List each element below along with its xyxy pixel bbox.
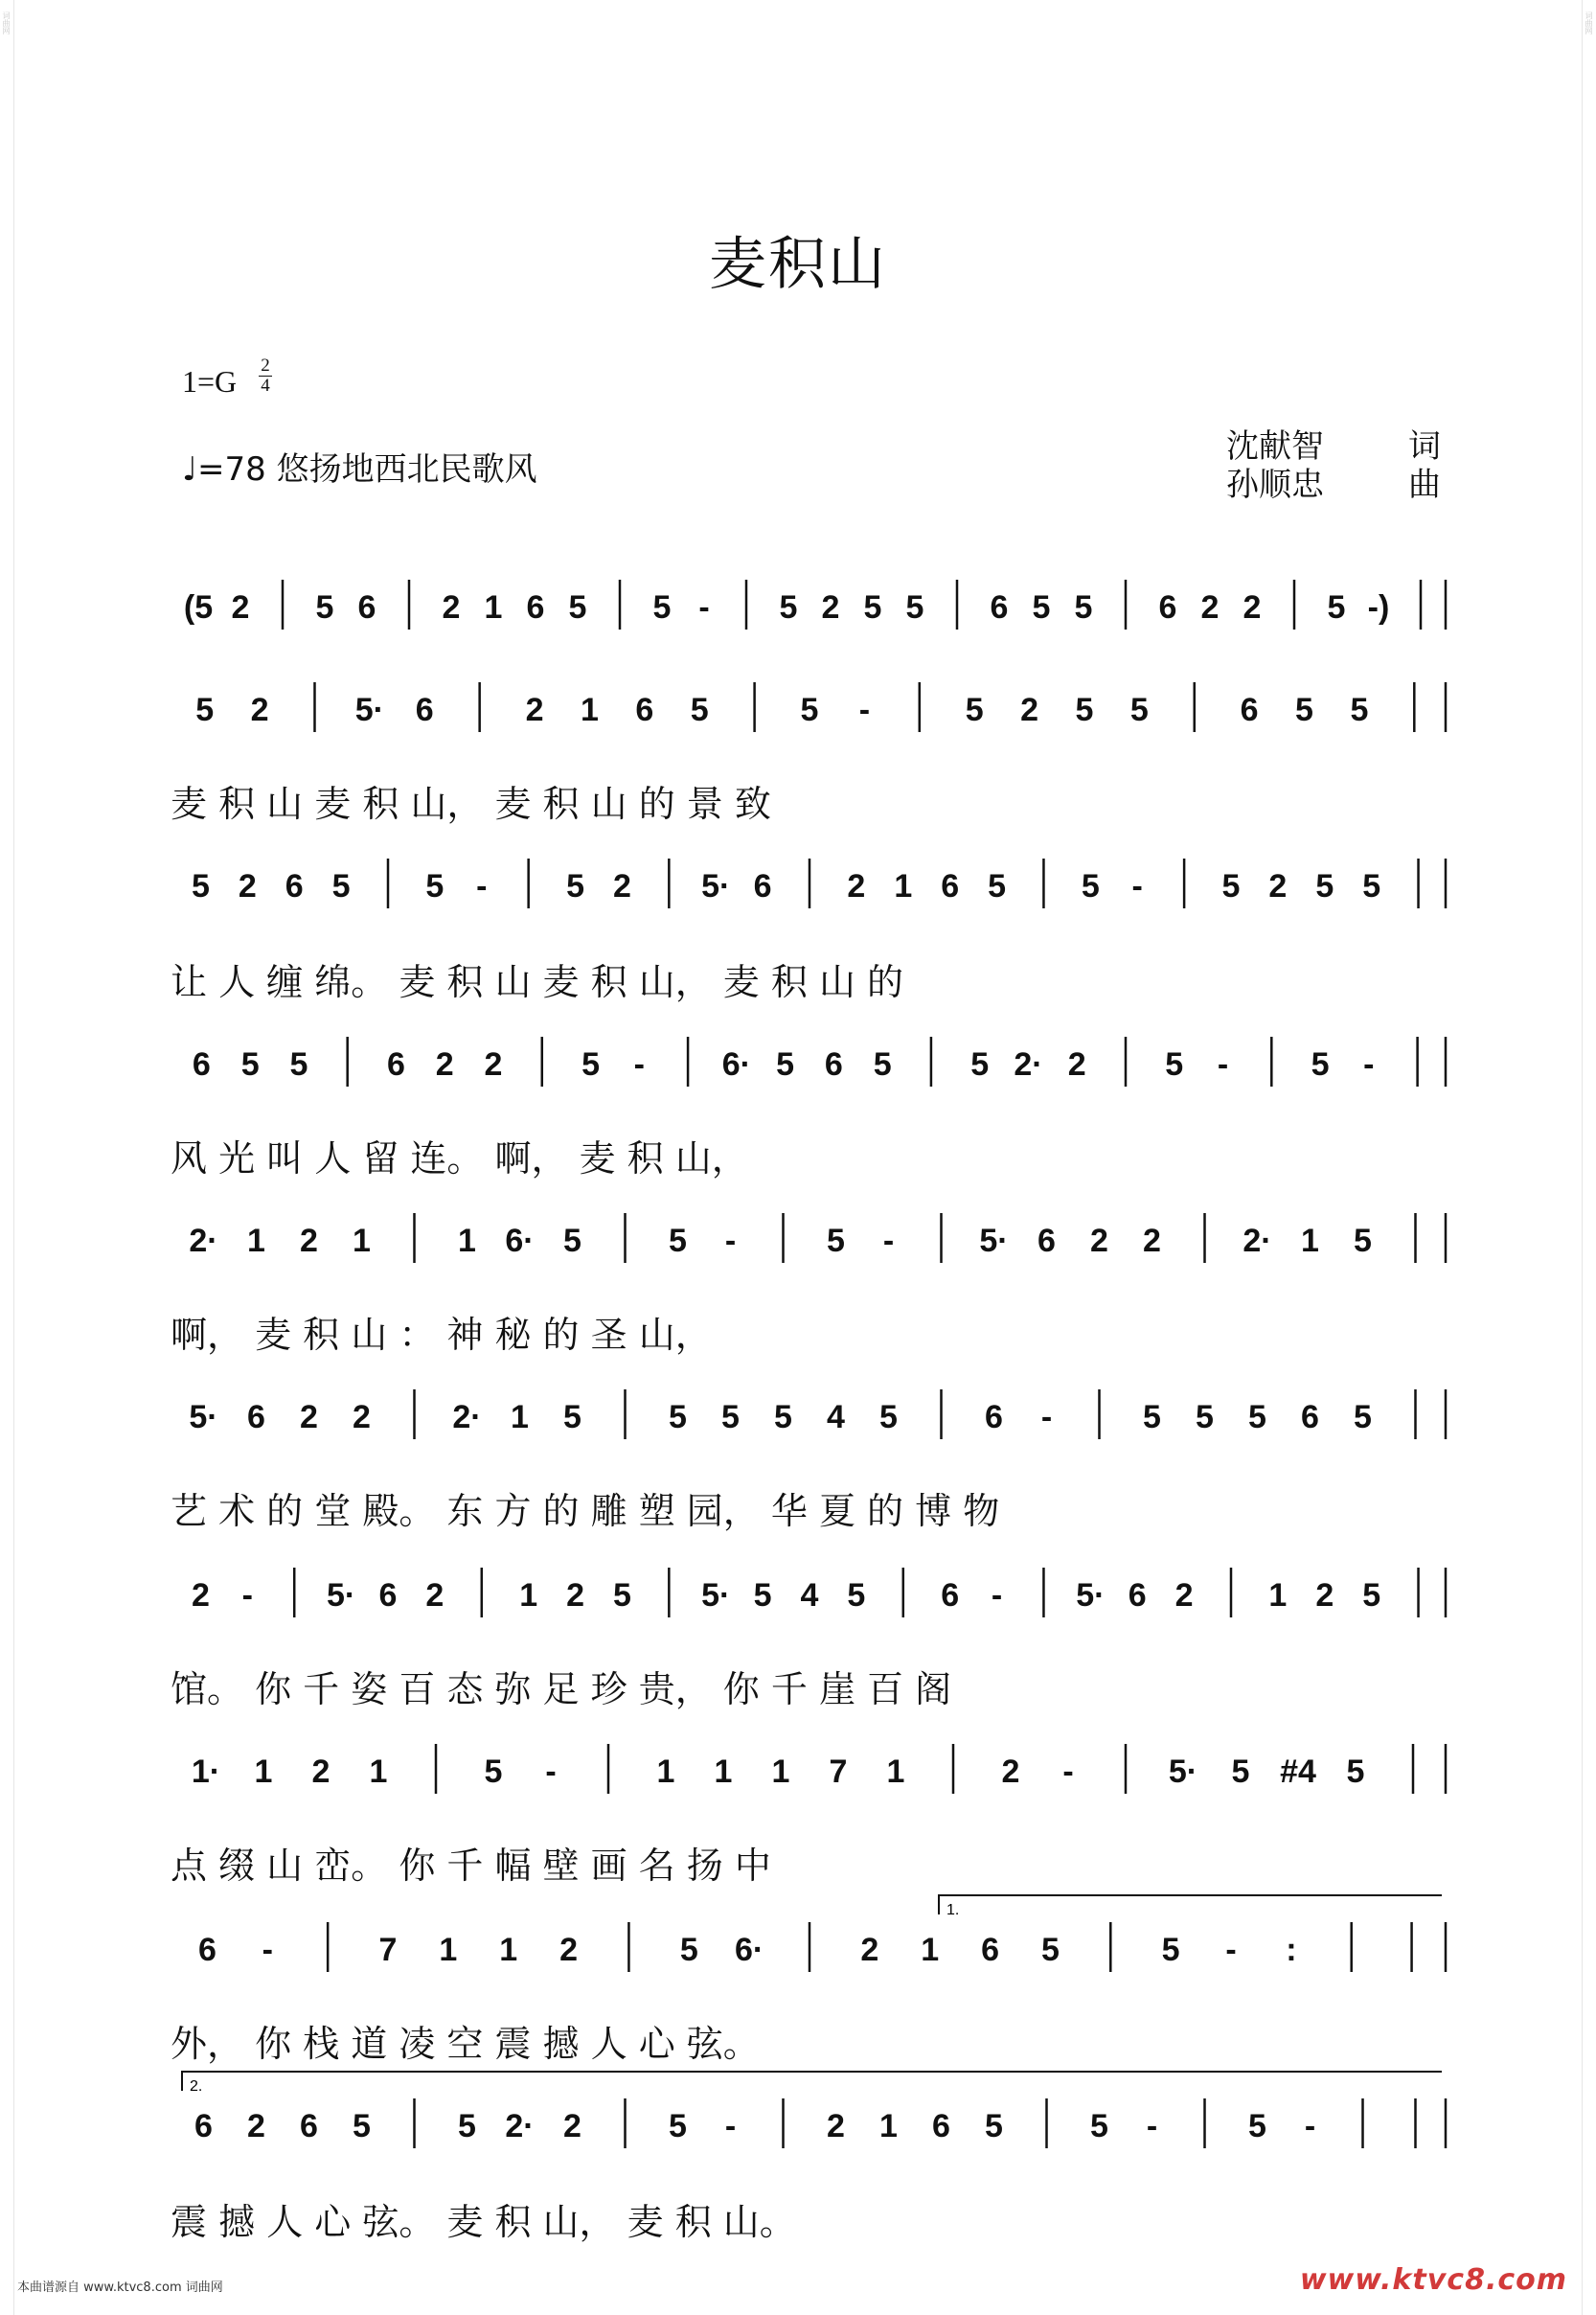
lyric-line-6: 馆。 你 千 姿 百 态 弥 足 珍 贵， 你 千 崖 百 阁 xyxy=(171,1668,952,1710)
note: 5 xyxy=(1075,692,1094,728)
note: 5· xyxy=(701,1577,731,1614)
note: 1 xyxy=(879,2108,898,2144)
note: - xyxy=(724,1223,737,1259)
note: 5 xyxy=(985,2108,1003,2144)
note: 6 xyxy=(1240,692,1259,728)
note: 1 xyxy=(771,1753,790,1790)
lyric-line-4: 啊， 麦 积 山 ： 神 秘 的 圣 山， xyxy=(171,1314,712,1356)
lyric-line-3: 风 光 叫 人 留 连。 啊， 麦 积 山， xyxy=(171,1137,748,1180)
note: 5 xyxy=(1165,1046,1184,1083)
note: 2· xyxy=(1014,1046,1043,1083)
lyric-line-5: 艺 术 的 堂 殿。 东 方 的 雕 塑 园， 华 夏 的 博 物 xyxy=(171,1490,1000,1532)
note: 5 xyxy=(1315,868,1334,905)
note: 1 xyxy=(458,1223,476,1259)
note: 5 xyxy=(879,1399,898,1435)
meter-top: 2 xyxy=(261,355,270,376)
note: 5 xyxy=(1354,1223,1372,1259)
note: 2 xyxy=(1268,868,1288,905)
note: 2 xyxy=(612,868,631,905)
note: 5· xyxy=(354,692,384,728)
note: 6· xyxy=(505,1223,535,1259)
note: 2 xyxy=(827,2108,845,2144)
volta-bracket xyxy=(939,1895,1442,1914)
note: 5 xyxy=(753,1577,772,1614)
note: 5 xyxy=(774,1399,792,1435)
note: 6 xyxy=(990,589,1009,626)
note: 2 xyxy=(860,1932,879,1968)
watermark-right: 词曲网 xyxy=(1585,11,1593,34)
note: 2 xyxy=(1067,1046,1086,1083)
note: 2· xyxy=(189,1223,218,1259)
note: 5 xyxy=(1196,1399,1214,1435)
note: 6 xyxy=(1128,1577,1147,1614)
note: 5 xyxy=(1362,868,1381,905)
note: 5 xyxy=(776,1046,795,1083)
note: 2· xyxy=(505,2108,535,2144)
note: 2 xyxy=(238,868,257,905)
note: 2 xyxy=(311,1753,331,1790)
note: 1 xyxy=(1268,1577,1288,1614)
note: 1 xyxy=(439,1932,458,1968)
note: -) xyxy=(1367,589,1390,626)
note: 6· xyxy=(721,1046,751,1083)
note: 5 xyxy=(652,589,672,626)
note: 2 xyxy=(1315,1577,1334,1614)
note: 1 xyxy=(499,1932,518,1968)
lyric-line-2: 让 人 缠 绵。 麦 积 山 麦 积 山， 麦 积 山 的 xyxy=(171,961,904,1003)
lyric-line-9: 震 撼 人 心 弦。 麦 积 山， 麦 积 山。 xyxy=(171,2201,796,2243)
note: 6 xyxy=(985,1399,1003,1435)
note: 6 xyxy=(824,1046,843,1083)
note: - xyxy=(1217,1046,1229,1083)
note: 1 xyxy=(519,1577,538,1614)
note: 6 xyxy=(941,868,960,905)
volta-label: 2. xyxy=(190,2078,203,2095)
note: 5 xyxy=(1362,1577,1381,1614)
note: 5 xyxy=(965,692,984,728)
note: 1 xyxy=(921,1932,940,1968)
note: 1 xyxy=(247,1223,265,1259)
note: 5 xyxy=(779,589,798,626)
note: 5· xyxy=(1168,1753,1198,1790)
song-title: 麦积山 xyxy=(709,231,887,298)
note: 6 xyxy=(941,1577,960,1614)
note: 1 xyxy=(886,1753,905,1790)
note: 5 xyxy=(827,1223,845,1259)
note: 5 xyxy=(563,1399,581,1435)
note: 5 xyxy=(1248,1399,1266,1435)
note: 5· xyxy=(979,1223,1009,1259)
note: 6 xyxy=(378,1577,398,1614)
note: 5 xyxy=(240,1046,260,1083)
note: 5 xyxy=(315,589,334,626)
note: 5 xyxy=(847,1577,866,1614)
note: 5 xyxy=(905,589,924,626)
note: 1 xyxy=(714,1753,733,1790)
note: 2 xyxy=(525,692,544,728)
note: 2 xyxy=(559,1932,579,1968)
note: 5 xyxy=(800,692,819,728)
note: 5· xyxy=(701,868,731,905)
note: 2 xyxy=(1020,692,1039,728)
note: 5 xyxy=(612,1577,631,1614)
footer-site-logo: www.ktvc8.com xyxy=(1299,2263,1567,2297)
note: 6 xyxy=(194,2108,213,2144)
note: 4 xyxy=(800,1577,819,1614)
note: 2 xyxy=(442,589,461,626)
note: 2 xyxy=(353,1399,371,1435)
note: 6 xyxy=(981,1932,1000,1968)
note: 5 xyxy=(353,2108,371,2144)
note: 5 xyxy=(195,692,215,728)
note: - xyxy=(545,1753,557,1790)
note: 1 xyxy=(580,692,599,728)
note: 6 xyxy=(415,692,434,728)
note: 1 xyxy=(1301,1223,1319,1259)
note: 5 xyxy=(988,868,1007,905)
note: 1 xyxy=(353,1223,371,1259)
note: 2 xyxy=(1090,1223,1108,1259)
note: 2 xyxy=(1143,1223,1161,1259)
volta-label: 1. xyxy=(946,1902,960,1918)
lyricist-role: 词 xyxy=(1408,427,1441,466)
note: 5 xyxy=(1221,868,1241,905)
note: #4 xyxy=(1280,1753,1316,1790)
note: 1 xyxy=(484,589,503,626)
footer-source-note: 本曲谱源自 www.ktvc8.com 词曲网 xyxy=(17,2281,223,2295)
note: 5 xyxy=(970,1046,990,1083)
note: 6 xyxy=(387,1046,405,1083)
note: 5· xyxy=(189,1399,218,1435)
note: 6 xyxy=(192,1046,211,1083)
note: 5 xyxy=(873,1046,892,1083)
note: 2 xyxy=(1001,1753,1020,1790)
note: 5 xyxy=(669,2108,687,2144)
note: - xyxy=(1062,1753,1074,1790)
note: 6 xyxy=(1037,1223,1056,1259)
lyric-line-1: 麦 积 山 麦 积 山， 麦 积 山 的 景 致 xyxy=(171,783,771,825)
note: 6 xyxy=(1158,589,1177,626)
composer-role: 曲 xyxy=(1408,466,1441,504)
note: 5 xyxy=(721,1399,740,1435)
note: 2 xyxy=(247,2108,265,2144)
note: 2· xyxy=(452,1399,482,1435)
note: 6 xyxy=(753,868,772,905)
note: 5 xyxy=(566,868,585,905)
lyric-line-7: 点 缀 山 峦。 你 千 幅 壁 画 名 扬 中 xyxy=(171,1845,771,1887)
note: 5· xyxy=(1076,1577,1106,1614)
note: 5 xyxy=(1248,2108,1266,2144)
note: 5 xyxy=(458,2108,476,2144)
note: 2 xyxy=(191,1577,210,1614)
note: 5 xyxy=(425,868,445,905)
note: 6 xyxy=(285,868,304,905)
note: - xyxy=(476,868,488,905)
note: 5 xyxy=(1143,1399,1161,1435)
note: 5 xyxy=(1040,1932,1060,1968)
note: 2 xyxy=(300,1223,318,1259)
lyricist-name: 沈献智 xyxy=(1226,427,1324,466)
note: 5 xyxy=(1350,692,1369,728)
note: 7 xyxy=(829,1753,848,1790)
note: 2 xyxy=(231,589,250,626)
note: 6 xyxy=(247,1399,265,1435)
note: 5 xyxy=(1161,1932,1180,1968)
note: 1· xyxy=(191,1753,221,1790)
note: 2 xyxy=(425,1577,445,1614)
key-signature: 1=G xyxy=(182,364,238,399)
note: - xyxy=(262,1932,273,1968)
note: 5 xyxy=(669,1223,687,1259)
note: 6 xyxy=(932,2108,950,2144)
note: - xyxy=(1131,868,1143,905)
note: 1 xyxy=(254,1753,273,1790)
note: - xyxy=(1363,1046,1375,1083)
note: - xyxy=(882,1223,895,1259)
note: - xyxy=(633,1046,645,1083)
tempo-marking: ♩=78 悠扬地西北民歌风 xyxy=(182,450,537,489)
note: 2 xyxy=(821,589,840,626)
note: - xyxy=(698,589,710,626)
note: 1 xyxy=(894,868,913,905)
note: 1 xyxy=(656,1753,675,1790)
note: 2 xyxy=(250,692,269,728)
note: - xyxy=(991,1577,1003,1614)
note: 6 xyxy=(300,2108,318,2144)
note: 5 xyxy=(1081,868,1100,905)
note: 5 xyxy=(1074,589,1093,626)
note: 5 xyxy=(191,868,210,905)
note: 2 xyxy=(1174,1577,1194,1614)
note: - xyxy=(724,2108,737,2144)
note: 7 xyxy=(378,1932,398,1968)
note: 2 xyxy=(435,1046,454,1083)
note: 5 xyxy=(1346,1753,1365,1790)
note: 5 xyxy=(568,589,587,626)
note: 5 xyxy=(1311,1046,1330,1083)
note: - xyxy=(1146,2108,1158,2144)
note: 6 xyxy=(197,1932,217,1968)
watermark-left: 词曲网 xyxy=(2,11,11,34)
note: (5 xyxy=(183,589,214,626)
note: 2 xyxy=(563,2108,581,2144)
note: 1 xyxy=(511,1399,529,1435)
note: 5 xyxy=(1327,589,1346,626)
lyric-line-8: 外， 你 栈 道 凌 空 震 撼 人 心 弦。 xyxy=(171,2023,760,2065)
note: - xyxy=(1225,1932,1237,1968)
volta-bracket xyxy=(182,2072,1442,2091)
note: 5 xyxy=(1129,692,1149,728)
note: - xyxy=(858,692,871,728)
note: 2 xyxy=(1243,589,1262,626)
note: - xyxy=(1304,2108,1316,2144)
note: 5· xyxy=(326,1577,356,1614)
note: 5 xyxy=(484,1753,503,1790)
note: 5 xyxy=(563,1223,581,1259)
note: 5 xyxy=(1295,692,1313,728)
note: 5 xyxy=(581,1046,600,1083)
note: : xyxy=(1286,1932,1297,1968)
note: 2 xyxy=(300,1399,318,1435)
note: 5 xyxy=(690,692,709,728)
meter-bottom: 4 xyxy=(261,376,270,396)
note: 5 xyxy=(1090,2108,1108,2144)
note: 6 xyxy=(1301,1399,1319,1435)
note: 1 xyxy=(369,1753,388,1790)
note: 2 xyxy=(484,1046,503,1083)
note: 5 xyxy=(863,589,882,626)
note: 2 xyxy=(1200,589,1220,626)
note: 2 xyxy=(566,1577,585,1614)
note: 6 xyxy=(357,589,376,626)
note: 2 xyxy=(847,868,866,905)
note: 5 xyxy=(331,868,351,905)
composer-name: 孙顺忠 xyxy=(1226,466,1324,504)
note: 6 xyxy=(635,692,654,728)
note: 6 xyxy=(526,589,545,626)
note: 4 xyxy=(827,1399,845,1435)
note: 5 xyxy=(289,1046,308,1083)
note: 5 xyxy=(1032,589,1051,626)
note: 2· xyxy=(1243,1223,1272,1259)
note: 6· xyxy=(735,1932,764,1968)
note: 5 xyxy=(679,1932,698,1968)
note: - xyxy=(241,1577,253,1614)
note: - xyxy=(1040,1399,1053,1435)
note: 5 xyxy=(1354,1399,1372,1435)
note: 5 xyxy=(1231,1753,1250,1790)
note: 5 xyxy=(669,1399,687,1435)
